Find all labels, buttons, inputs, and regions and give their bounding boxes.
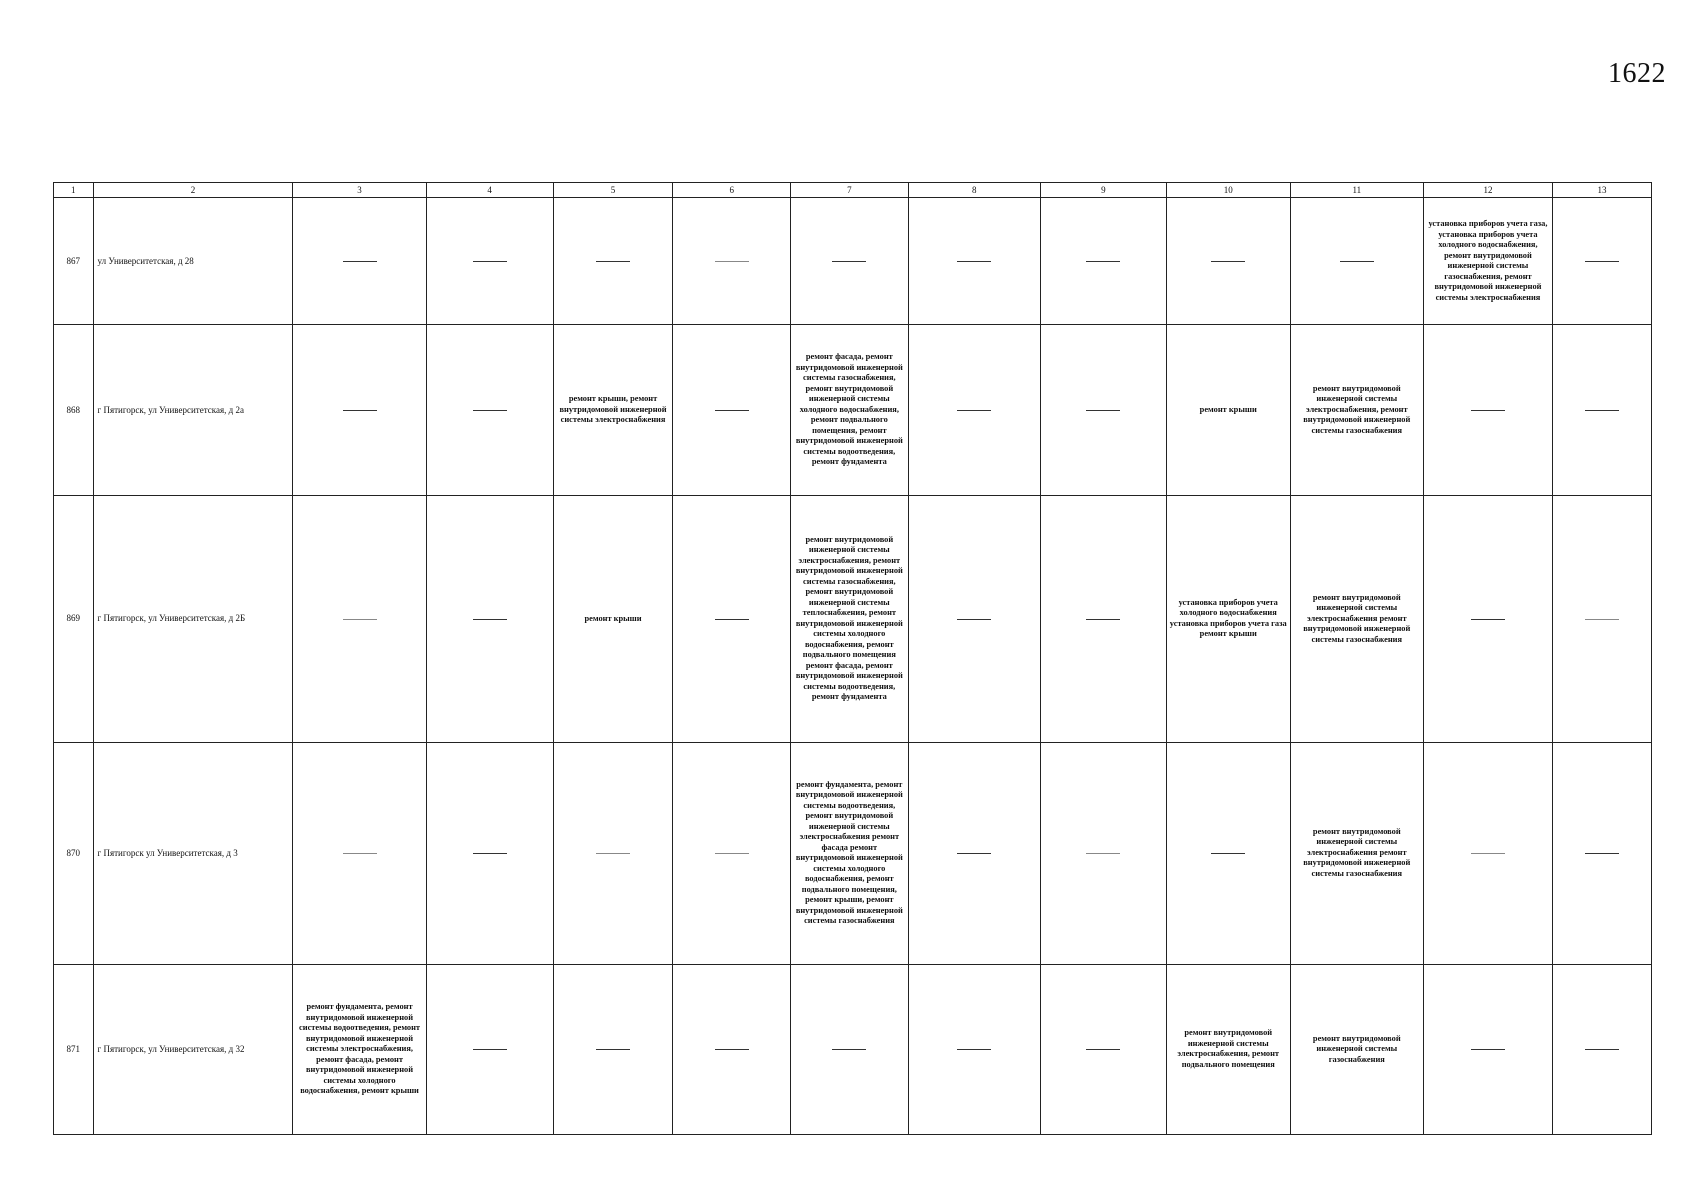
empty-cell xyxy=(1040,325,1166,496)
address-cell: г Пятигорск, ул Университетская, д 2Б xyxy=(93,496,293,742)
work-cell: ремонт фундамента, ремонт внутридомовой инженерной системы водоотведения, ремонт внутридомовой инженерной системы электроснабжения ремонт фасада ремонт внутридомовой инженерной системы холодного водоснабжения, ремонт подвального помещения, ремонт крыши, ремонт внутридомовой инженерной системы газоснабжения xyxy=(791,742,909,964)
dash-mark xyxy=(596,1049,630,1050)
dash-mark xyxy=(1086,1049,1120,1050)
dash-mark xyxy=(715,1049,749,1050)
address-cell: г Пятигорск ул Университетская, д 3 xyxy=(93,742,293,964)
empty-cell xyxy=(908,964,1040,1134)
dash-mark xyxy=(473,410,507,411)
column-header: 7 xyxy=(791,183,909,198)
work-cell: установка приборов учета холодного водоснабжения установка приборов учета газа ремонт крыши xyxy=(1166,496,1290,742)
empty-cell xyxy=(1553,198,1652,325)
empty-cell xyxy=(426,964,553,1134)
row-number: 867 xyxy=(54,198,94,325)
work-cell: ремонт фасада, ремонт внутридомовой инженерной системы газоснабжения, ремонт внутридомовой инженерной системы холодного водоснабжения, ремонт подвального помещения, ремонт внутридомовой инженерной системы водоотведения, ремонт фундамента xyxy=(791,325,909,496)
dash-mark xyxy=(1585,1049,1619,1050)
empty-cell xyxy=(673,742,791,964)
page-number: 1622 xyxy=(1608,58,1666,89)
empty-cell xyxy=(1040,496,1166,742)
dash-mark xyxy=(1211,261,1245,262)
empty-cell xyxy=(553,964,673,1134)
dash-mark xyxy=(957,853,991,854)
dash-mark xyxy=(832,1049,866,1050)
table-row xyxy=(54,742,1652,964)
empty-cell xyxy=(791,964,909,1134)
empty-cell xyxy=(426,496,553,742)
dash-mark xyxy=(1585,410,1619,411)
dash-mark xyxy=(715,853,749,854)
empty-cell xyxy=(673,325,791,496)
column-header: 3 xyxy=(293,183,426,198)
dash-mark xyxy=(596,261,630,262)
dash-mark xyxy=(957,619,991,620)
repair-schedule-table xyxy=(53,182,1652,1135)
column-header: 9 xyxy=(1040,183,1166,198)
empty-cell xyxy=(673,964,791,1134)
column-header: 10 xyxy=(1166,183,1290,198)
empty-cell xyxy=(1553,964,1652,1134)
column-header: 1 xyxy=(54,183,94,198)
dash-mark xyxy=(1585,261,1619,262)
dash-mark xyxy=(473,619,507,620)
empty-cell xyxy=(673,198,791,325)
empty-cell xyxy=(426,325,553,496)
dash-mark xyxy=(1471,1049,1505,1050)
column-header: 12 xyxy=(1423,183,1552,198)
column-header: 6 xyxy=(673,183,791,198)
dash-mark xyxy=(1471,410,1505,411)
table-row xyxy=(54,964,1652,1134)
empty-cell xyxy=(1423,742,1552,964)
dash-mark xyxy=(1086,410,1120,411)
column-header: 13 xyxy=(1553,183,1652,198)
empty-cell xyxy=(1423,325,1552,496)
column-header: 2 xyxy=(93,183,293,198)
empty-cell xyxy=(1553,496,1652,742)
work-cell: ремонт внутридомовой инженерной системы газоснабжения xyxy=(1290,964,1423,1134)
empty-cell xyxy=(908,325,1040,496)
empty-cell xyxy=(1290,198,1423,325)
dash-mark xyxy=(715,410,749,411)
empty-cell xyxy=(673,496,791,742)
dash-mark xyxy=(596,853,630,854)
row-number: 869 xyxy=(54,496,94,742)
empty-cell xyxy=(293,496,426,742)
dash-mark xyxy=(343,853,377,854)
empty-cell xyxy=(426,742,553,964)
empty-cell xyxy=(908,198,1040,325)
address-cell: г Пятигорск, ул Университетская, д 2а xyxy=(93,325,293,496)
dash-mark xyxy=(1471,619,1505,620)
dash-mark xyxy=(343,619,377,620)
work-cell: ремонт крыши, ремонт внутридомовой инженерной системы электроснабжения xyxy=(553,325,673,496)
work-cell: ремонт внутридомовой инженерной системы электроснабжения, ремонт подвального помещения xyxy=(1166,964,1290,1134)
row-number: 868 xyxy=(54,325,94,496)
empty-cell xyxy=(908,496,1040,742)
work-cell: ремонт фундамента, ремонт внутридомовой инженерной системы водоотведения, ремонт внутридомовой инженерной системы электроснабжения, ремонт фасада, ремонт внутридомовой инженерной системы холодного водоснабжения, ремонт крыши xyxy=(293,964,426,1134)
dash-mark xyxy=(1086,261,1120,262)
empty-cell xyxy=(293,325,426,496)
empty-cell xyxy=(293,198,426,325)
empty-cell xyxy=(1423,496,1552,742)
empty-cell xyxy=(791,198,909,325)
dash-mark xyxy=(957,1049,991,1050)
column-number-row xyxy=(54,183,1652,198)
dash-mark xyxy=(1340,261,1374,262)
empty-cell xyxy=(553,742,673,964)
dash-mark xyxy=(1086,853,1120,854)
work-cell: установка приборов учета газа, установка приборов учета холодного водоснабжения, ремонт внутридомовой инженерной системы газоснабжения, ремонт внутридомовой инженерной системы электроснабжения xyxy=(1423,198,1552,325)
empty-cell xyxy=(1166,198,1290,325)
dash-mark xyxy=(1585,619,1619,620)
work-cell: ремонт внутридомовой инженерной системы электроснабжения, ремонт внутридомовой инженерной системы газоснабжения, ремонт внутридомовой инженерной системы теплоснабжения, ремонт внутридомовой инженерной системы холодного водоснабжения, ремонт подвального помещения ремонт фасада, ремонт внутридомовой инженерной системы водоотведения, ремонт фундамента xyxy=(791,496,909,742)
dash-mark xyxy=(715,261,749,262)
work-cell: ремонт крыши xyxy=(1166,325,1290,496)
empty-cell xyxy=(553,198,673,325)
address-cell: г Пятигорск, ул Университетская, д 32 xyxy=(93,964,293,1134)
row-number: 870 xyxy=(54,742,94,964)
dash-mark xyxy=(343,410,377,411)
dash-mark xyxy=(1585,853,1619,854)
dash-mark xyxy=(715,619,749,620)
dash-mark xyxy=(473,261,507,262)
table-row xyxy=(54,325,1652,496)
empty-cell xyxy=(1040,964,1166,1134)
dash-mark xyxy=(832,261,866,262)
dash-mark xyxy=(1211,853,1245,854)
empty-cell xyxy=(908,742,1040,964)
empty-cell xyxy=(1040,742,1166,964)
column-header: 5 xyxy=(553,183,673,198)
empty-cell xyxy=(1423,964,1552,1134)
empty-cell xyxy=(1040,198,1166,325)
table-row xyxy=(54,198,1652,325)
column-header: 8 xyxy=(908,183,1040,198)
dash-mark xyxy=(957,410,991,411)
work-cell: ремонт внутридомовой инженерной системы электроснабжения, ремонт внутридомовой инженерной системы газоснабжения xyxy=(1290,325,1423,496)
dash-mark xyxy=(1471,853,1505,854)
work-cell: ремонт внутридомовой инженерной системы электроснабжения ремонт внутридомовой инженерной системы газоснабжения xyxy=(1290,496,1423,742)
dash-mark xyxy=(1086,619,1120,620)
empty-cell xyxy=(1553,325,1652,496)
empty-cell xyxy=(1166,742,1290,964)
empty-cell xyxy=(426,198,553,325)
empty-cell xyxy=(293,742,426,964)
work-cell: ремонт крыши xyxy=(553,496,673,742)
table-row xyxy=(54,496,1652,742)
column-header: 11 xyxy=(1290,183,1423,198)
empty-cell xyxy=(1553,742,1652,964)
dash-mark xyxy=(473,1049,507,1050)
dash-mark xyxy=(473,853,507,854)
address-cell: ул Университетская, д 28 xyxy=(93,198,293,325)
dash-mark xyxy=(957,261,991,262)
dash-mark xyxy=(343,261,377,262)
column-header: 4 xyxy=(426,183,553,198)
row-number: 871 xyxy=(54,964,94,1134)
work-cell: ремонт внутридомовой инженерной системы электроснабжения ремонт внутридомовой инженерной системы газоснабжения xyxy=(1290,742,1423,964)
